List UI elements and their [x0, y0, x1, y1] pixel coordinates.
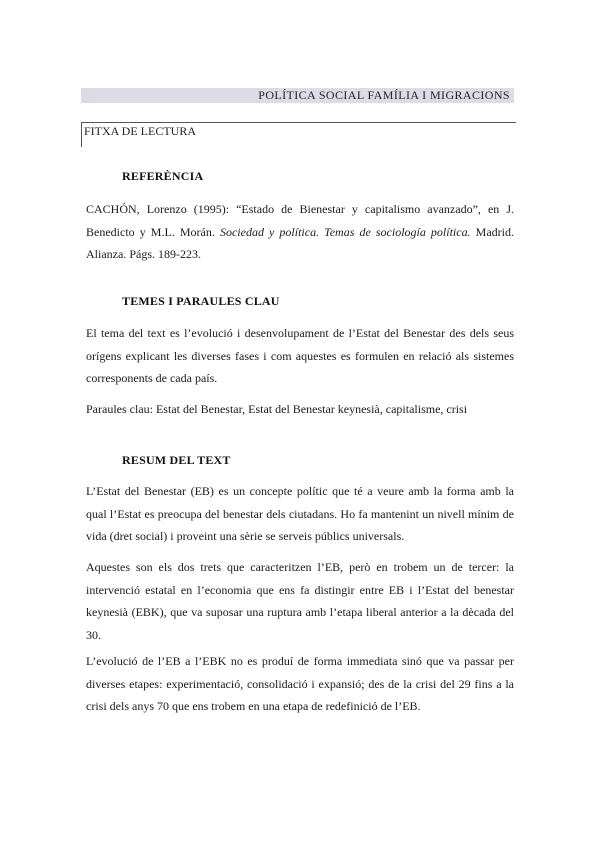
resum-line: vida (dret social) i proveint una sèrie se serveis públics universals. [86, 529, 405, 543]
resum-line: qual l’Estat es preocupa del benestar dels ciutadans. Ho fa mantenint un nivell mínim de [86, 506, 514, 521]
reference-paragraph [86, 198, 514, 266]
resum-line: diverses etapes: experimentació, consolidació i expansió; des de la crisi del 29 fins a la [86, 676, 514, 691]
keywords-line: Paraules clau: Estat del Benestar, Estat del Benestar keynesià, capitalisme, crisi [86, 402, 468, 416]
resum-line: L’Estat del Benestar (EB) es un concepte polític que té a veure amb la forma amb la [86, 484, 514, 498]
fitxa-label: FITXA DE LECTURA [84, 124, 196, 138]
heading-resum: RESUM DEL TEXT [122, 453, 231, 467]
temes-line: El tema del text es l’evolució i desenvolupament de l’Estat del Benestar des dels seus [86, 326, 514, 340]
resum-paragraph-2 [86, 556, 514, 646]
reference-line: CACHÓN, Lorenzo (1995): “Estado de Bienestar y capitalismo avanzado”, en J. [86, 202, 514, 216]
page-header-title: POLÍTICA SOCIAL FAMÍLIA I MIGRACIONS [258, 88, 510, 102]
reference-authors: Benedicto y M.L. Morán. [86, 224, 220, 239]
keywords-paragraph [86, 398, 514, 421]
heading-referencia: REFERÈNCIA [122, 169, 204, 183]
temes-line: corresponents de cada país. [86, 371, 218, 385]
reference-line [86, 221, 514, 244]
resum-paragraph-3 [86, 650, 514, 718]
reference-line: Alianza. Págs. 189-223. [86, 247, 201, 261]
temes-line: orígens explicant les diverses fases i com aquestes es formulen en relació als sistemes [86, 348, 514, 363]
resum-line: intervenció estatal en l’economia que ens fa distingir entre EB i l’Estat del benestar [86, 582, 514, 597]
resum-line: Aquestes son els dos trets que caracteritzen l’EB, però en trobem un de tercer: la [86, 560, 514, 574]
resum-line: keynesià (EBK), que va suposar una ruptura amb l’etapa liberal anterior a la dècada del [86, 605, 514, 619]
resum-paragraph-1 [86, 480, 514, 548]
reference-book-title: Sociedad y política. Temas de sociología política. [219, 224, 471, 239]
heading-temes: TEMES I PARAULES CLAU [122, 294, 280, 308]
resum-line: 30. [86, 627, 101, 642]
resum-line: crisi dels anys 70 que ens trobem en una etapa de redefinició de l’EB. [86, 699, 421, 713]
resum-line: L’evolució de l’EB a l’EBK no es produí de forma immediata sinó que va passar per [86, 654, 514, 668]
reference-city: Madrid. [470, 224, 514, 239]
temes-paragraph [86, 322, 514, 390]
